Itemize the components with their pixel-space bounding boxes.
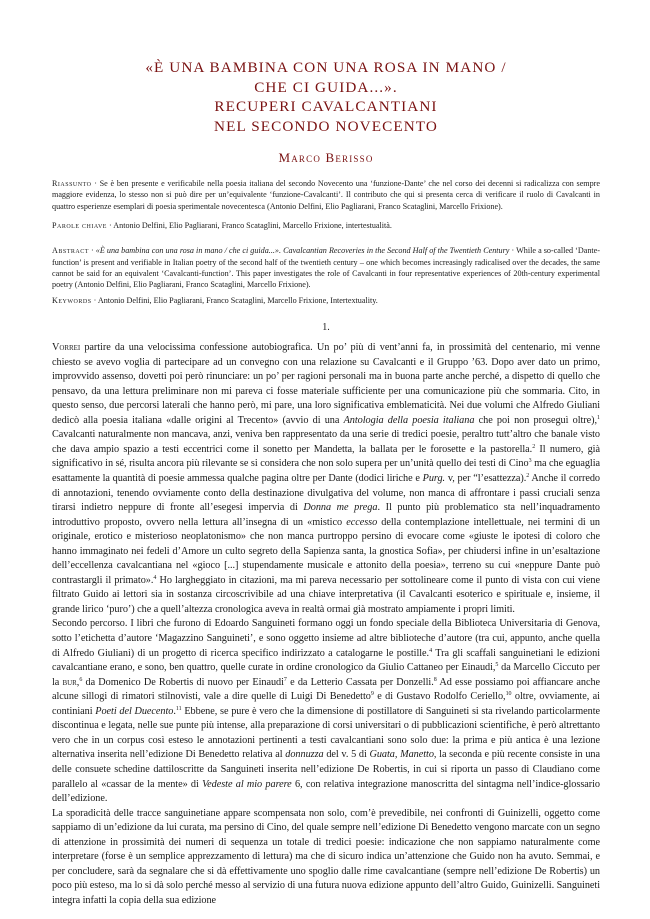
text-run: 6, con relativa integrazione manoscritta del sintagma nell’indice-glossario dell’edizione. — [52, 778, 600, 805]
article-title — [52, 58, 600, 136]
body-paragraph — [52, 617, 600, 806]
abstract-label: Abstract — [52, 246, 89, 256]
italic-run: Guata, Manetto — [369, 749, 434, 761]
footnote-ref[interactable]: 2 — [532, 443, 536, 450]
abstract-block: Abstract · «È una bambina con una rosa in mano / che ci guida...». Cavalcantian Recoveries in the Second Half of the Twentieth Century · While a so-called ‘Dante-function’ is present and verifiable in Italian poetry of the second half of the twentieth century – one which becomes increasingly radicalised over the decades, the same cannot be said for an equivalent ‘Cavalcanti-function’. This paper investigates the role of Cavalcanti in four representative experiences of 20th-century experimental poetry (Antonio Delfini, Elio Pagliarani, Franco Scataglini, Marcello Frixione). — [52, 246, 600, 290]
text-run: Cavalcanti naturalmente non mancava, anzi, veniva ben rappresentato da una serie di tredici poesie, peraltro tutt’altro che banale visto che dava ampio spazio a testi eccentrici come il sonetto per Mandetta, la ballata per le forosette e la pastorella. — [52, 429, 600, 455]
riassunto-text: · Se è ben presente e verificabile nella poesia italiana del secondo Novecento una ‘funzione-Dante’ che nel corso dei decenni si radicalizza con sempre maggiore evidenza, lo stesso non si può dire per un’equivalente ‘funzione-Cavalcanti’. Il contributo che qui si presenta cerca di verificare il ruolo di Cavalcanti in quattro esperienze esemplari di poesia sperimentale novecentesca (Antonio Delfini, Elio Pagliarani, Franco Scataglini, Marcello Frixione). — [52, 179, 600, 211]
footnote-ref[interactable]: 7 — [283, 676, 287, 683]
text-run: . Il punto più problematico sta nell’inquadramento introduttivo proposto, ovvero nella lettura all’insegna di un «mistico — [52, 502, 601, 528]
italic-run: Purg. — [422, 473, 446, 485]
body-paragraph — [52, 807, 600, 909]
text-run: Tra gli scaffali sanguinetiani le edizioni cavalcantiane erano, e sono, ben quattro, quelle curate in ordine cronologico da Giulio Cattaneo per Einaudi, — [52, 647, 600, 674]
parole-chiave-label: Parole chiave — [52, 221, 107, 231]
italic-run: Donna me prega — [303, 502, 378, 514]
abstract-text: · While a so-called ‘Dante-function’ is present and verifiable in Italian poetry of the second half of the twentieth century – one which becomes increasingly radicalised over the decades, the same cannot be said for an equivalent ‘Cavalcanti-function’. This paper investigates the role of Cavalcanti in four representative experiences of 20th-century experimental poetry (Antonio Delfini, Elio Pagliarani, Franco Scataglini, Marcello Frixione). — [52, 246, 600, 290]
article-page — [52, 58, 600, 908]
abstract-title: «È una bambina con una rosa in mano / che ci guida...». Cavalcantian Recoveries in the Second Half of the Twentieth Century — [95, 246, 510, 256]
text-run: Anche il corredo di annotazioni, tenendo ovviamente conto della destinazione divulgativa del volume, non manca di affrontare i passi cruciali senza tirarsi indietro neppure di fronte all’esegesi impervia di — [52, 473, 600, 514]
text-run: Il numero, già significativo in sé, risulta ancora più rilevante se si considera che non solo supera per un’unità quello dei testi di Cino — [52, 443, 600, 470]
footnote-ref[interactable]: 2 — [526, 473, 530, 480]
body-paragraph — [52, 341, 600, 617]
footnote-ref[interactable]: 3 — [528, 458, 532, 465]
text-run: partire da una velocissima confessione autobiografica. Un po’ più di vent’anni fa, in prossimità del centenario, mi venne chiesto se avevo voglia di partecipare ad un convegno con una relazione su Cavalcanti e il Gruppo ’63. Dopo aver dato un primo, improvvido assenso, dovetti poi però rinunciare: un po’ per ragioni personali ma in buona parte anche perché, a dispetto di quello che pensavo, da una lettura preliminare non mi pareva ci fosse materiale sufficiente per una comunicazione più che sommaria. Cito, in questo senso, due percorsi laterali che hanno però, mi pare, una loro significativa emblematicità. Nei due volumi che Alfredo Giuliani dedicò alla poesia italiana «dalle origini al Trecento» (avvio di una — [52, 342, 600, 426]
keywords-text: · Antonio Delfini, Elio Pagliarani, Franco Scataglini, Marcello Frixione, Intertextuality. — [91, 295, 378, 305]
text-run: da Domenico De Robertis di nuovo per Einaudi — [82, 676, 284, 688]
footnote-ref[interactable]: 10 — [505, 691, 512, 698]
italic-run: Antologia della poesia italiana — [343, 414, 475, 426]
text-run: Ebbene, se pure è vero che la dimensione di postillatore di Sanguineti si sta rivelando particolarmente discontinua e legata, nelle sue punte più intense, alla preparazione di corsi universitari o di pubblicazioni scientifiche, è però altrettanto vero che in un corpus così esteso le annotazioni pertinenti a testi cavalcantiani sono solo due: la prima e più antica è una lezione alternativa inserita nell’edizione Di Benedetto relativa al — [52, 705, 600, 761]
riassunto-label: Riassunto — [52, 179, 92, 188]
title-line: NEL SECONDO NOVECENTO — [214, 117, 438, 135]
riassunto-block — [52, 178, 600, 212]
footnote-ref[interactable]: 5 — [495, 662, 499, 669]
text-run: della contemplazione intellettuale, nei termini di un originale, erotico e misterioso neoplatonismo» che non manca purtroppo persino di evocare come «giuste le ipotesi di coloro che hanno immaginato nei fedeli d’Amore un culto segreto della Sapienza santa, la gnostica Sofia», per chiudersi infine in un’esaltazione dell’eccellenza cavalcantiana nel «gioco [...] stupendamente musicale e attonito della poesia», terreno su cui «neppure Dante può contrastargli il primato». — [52, 516, 600, 586]
text-run: La sporadicità delle tracce sanguinetiane appare scompensata non solo, com’è prevedibile, nei confronti di Guinizelli, oggetto come sappiamo di un’edizione da lui curata, ma persino di Cino, del quale sempre nell’edizione Di Benedetto vengono marcate con un segno di attenzione in prossimità dei numeri di sequenza un totale di tredici poesie: indicazione che non sappiamo naturalmente come interpretare (forse è un semplice apprezzamento di lettura) ma che di sicuro indica un’attenzione che Guido non ha avuto. Semmai, e per concludere, sarà da segnalare che si dà effettivamente uno spoglio dalle rime cavalcantiane (sempre nell’edizione De Robertis) un poco più esteso, ma lo si dà solo perché messo al servizio di una futura nuova edizione appunto dell’altro Guido, Guinizelli. Sanguineti integra infatti la copia della sua edizione — [52, 807, 600, 906]
text-run: oltre, ovviamente, ai continiani — [52, 691, 600, 717]
text-run: . — [173, 705, 176, 717]
text-run: che poi non proseguì oltre), — [474, 414, 598, 426]
author-name: Marco Berisso — [278, 150, 374, 165]
footnote-ref[interactable]: 4 — [153, 574, 157, 581]
text-run: Secondo percorso. I libri che furono di Edoardo Sanguineti formano oggi un fondo speciale della Biblioteca Universitaria di Genova, sotto l’etichetta d’autore ‘Magazzino Sanguineti’, e sono oggetto insieme ad altre biblioteche d’autore (tra cui, appunto, anche quella di Alfredo Giuliani) di un progetto di ricerca specifico indirizzato a catalogarne le postille. — [52, 618, 600, 659]
keywords-label: Keywords — [52, 295, 92, 305]
italic-run: Poeti del Duecento — [95, 705, 174, 717]
title-line: «È UNA BAMBINA CON UNA ROSA IN MANO / — [145, 59, 507, 76]
text-run: e di Gustavo Rodolfo Ceriello, — [373, 691, 506, 703]
italic-run: Vedeste al mio parere — [202, 778, 292, 790]
text-run: , — [76, 676, 80, 688]
footnote-ref[interactable]: 11 — [175, 705, 182, 712]
italic-run: donnuzza — [285, 749, 324, 761]
section-number: 1. — [322, 322, 330, 334]
keywords-block — [52, 295, 600, 306]
title-line: CHE CI GUIDA...». — [254, 78, 398, 96]
text-run: , la seconda e più recente consiste in una delle consuete schedine dattiloscritte da Sanguineti inserita nell’edizione De Robertis, in cui si riporta un passo di Claudiano come parallelo al «cassar de la mente» di — [52, 749, 600, 790]
text-run: v, per “l’esattezza). — [445, 473, 527, 485]
text-run: Ad esse possiamo poi affiancare anche alcune sillogi di rimatori stilnovisti, vale a dire quelle di Luigi Di Benedetto — [52, 676, 601, 703]
title-line: RECUPERI CAVALCANTIANI — [214, 98, 438, 115]
footnote-ref[interactable]: 9 — [370, 691, 374, 698]
footnote-ref[interactable]: 4 — [429, 647, 433, 654]
text-run: da Marcello Ciccuto per la — [52, 662, 600, 688]
footnote-ref[interactable]: 6 — [79, 676, 83, 683]
text-run: e da Letterio Cassata per Donzelli. — [286, 676, 434, 688]
smallcaps-run: bur — [62, 676, 77, 688]
italic-run: eccesso — [346, 516, 378, 528]
text-run: del v. 5 di — [323, 749, 370, 761]
article-body — [52, 341, 600, 908]
footnote-ref[interactable]: 8 — [433, 676, 437, 683]
parole-chiave-text: · Antonio Delfini, Elio Pagliarani, Franco Scataglini, Marcello Frixione, intertestualità. — [106, 221, 392, 231]
footnote-ref[interactable]: 1 — [597, 414, 600, 421]
dropword: Vorrei — [52, 342, 81, 354]
text-run: Ho largheggiato in citazioni, ma mi pareva necessario per sottolineare come il punto di vista con cui viene filtrato Guido ai lettori sia in sostanza circoscrivibile ad una chiave interpretativa (il Cavalcanti esoterico e spirituale e, insieme, il grande lirico ‘puro’) che a quell’altezza cronologica aveva in realtà ormai già mostrato ampiamente i propri limiti. — [52, 574, 600, 615]
text-run: ma che eguaglia esattamente la quantità di poesie ammessa qualche pagina oltre per Dante (dodici liriche e — [52, 458, 601, 485]
parole-chiave-block — [52, 220, 600, 231]
